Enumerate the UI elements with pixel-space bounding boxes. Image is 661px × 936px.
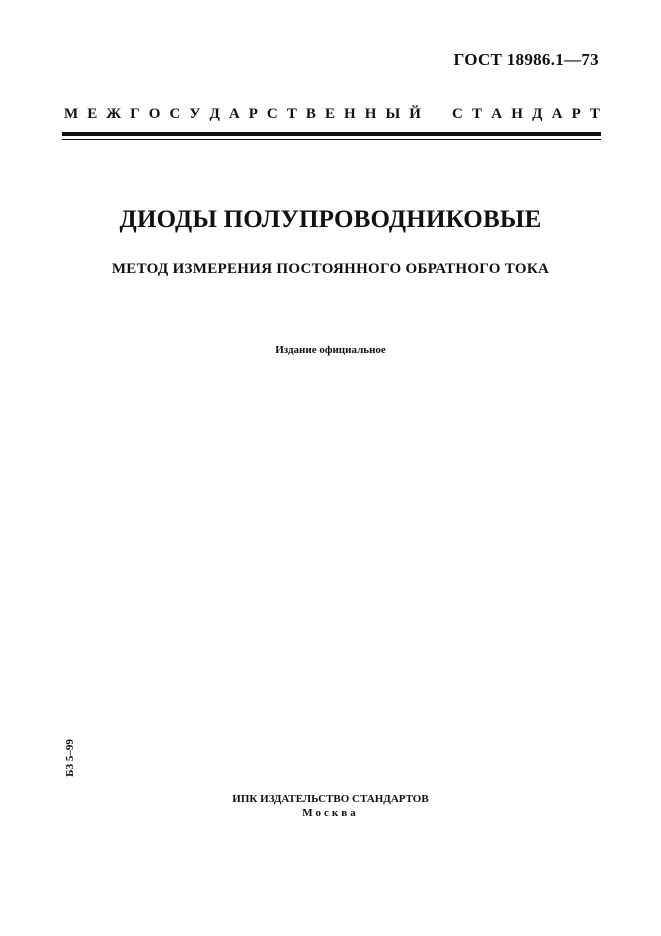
heading-letter: М [64,106,79,122]
heading-letter: О [148,106,161,122]
document-subtitle: МЕТОД ИЗМЕРЕНИЯ ПОСТОЯННОГО ОБРАТНОГО ТОКА [111,261,550,277]
heading-letter: С [169,106,181,122]
standard-type-word-standard [452,106,600,123]
standard-type-word-interstate [64,106,421,123]
heading-letter: Д [209,106,220,122]
edition-note: Издание официальное [275,344,386,356]
heading-letter: Т [589,106,600,122]
heading-letter: А [228,106,240,122]
header-rule-thick [62,132,601,136]
heading-letter: Г [130,106,140,122]
heading-letter: Н [344,106,356,122]
heading-letter: Т [472,106,483,122]
heading-letter: А [551,106,563,122]
heading-letter: Н [364,106,377,122]
heading-letter: Т [286,106,297,122]
heading-letter: С [266,106,278,122]
heading-letter: У [189,106,201,122]
heading-letter: А [491,106,503,122]
heading-letter: Д [532,106,543,122]
heading-letter: Е [324,106,335,122]
heading-letter: С [452,106,463,122]
publisher-city: Москва [302,807,359,819]
heading-letter: Р [571,106,581,122]
heading-letter: Р [248,106,258,122]
publisher-name: ИПК ИЗДАТЕЛЬСТВО СТАНДАРТОВ [232,793,429,805]
heading-letter: В [305,106,316,122]
side-code: БЗ 5–99 [64,739,76,777]
heading-letter: Е [87,106,98,122]
heading-letter: Й [409,106,421,122]
header-rule-thin [62,139,601,140]
standard-type-heading [64,106,600,123]
heading-letter: Ж [106,106,122,122]
document-title: ДИОДЫ ПОЛУПРОВОДНИКОВЫЕ [119,206,542,233]
document-number: ГОСТ 18986.1—73 [453,50,599,69]
heading-letter: Ы [385,106,401,122]
heading-letter: Н [511,106,523,122]
